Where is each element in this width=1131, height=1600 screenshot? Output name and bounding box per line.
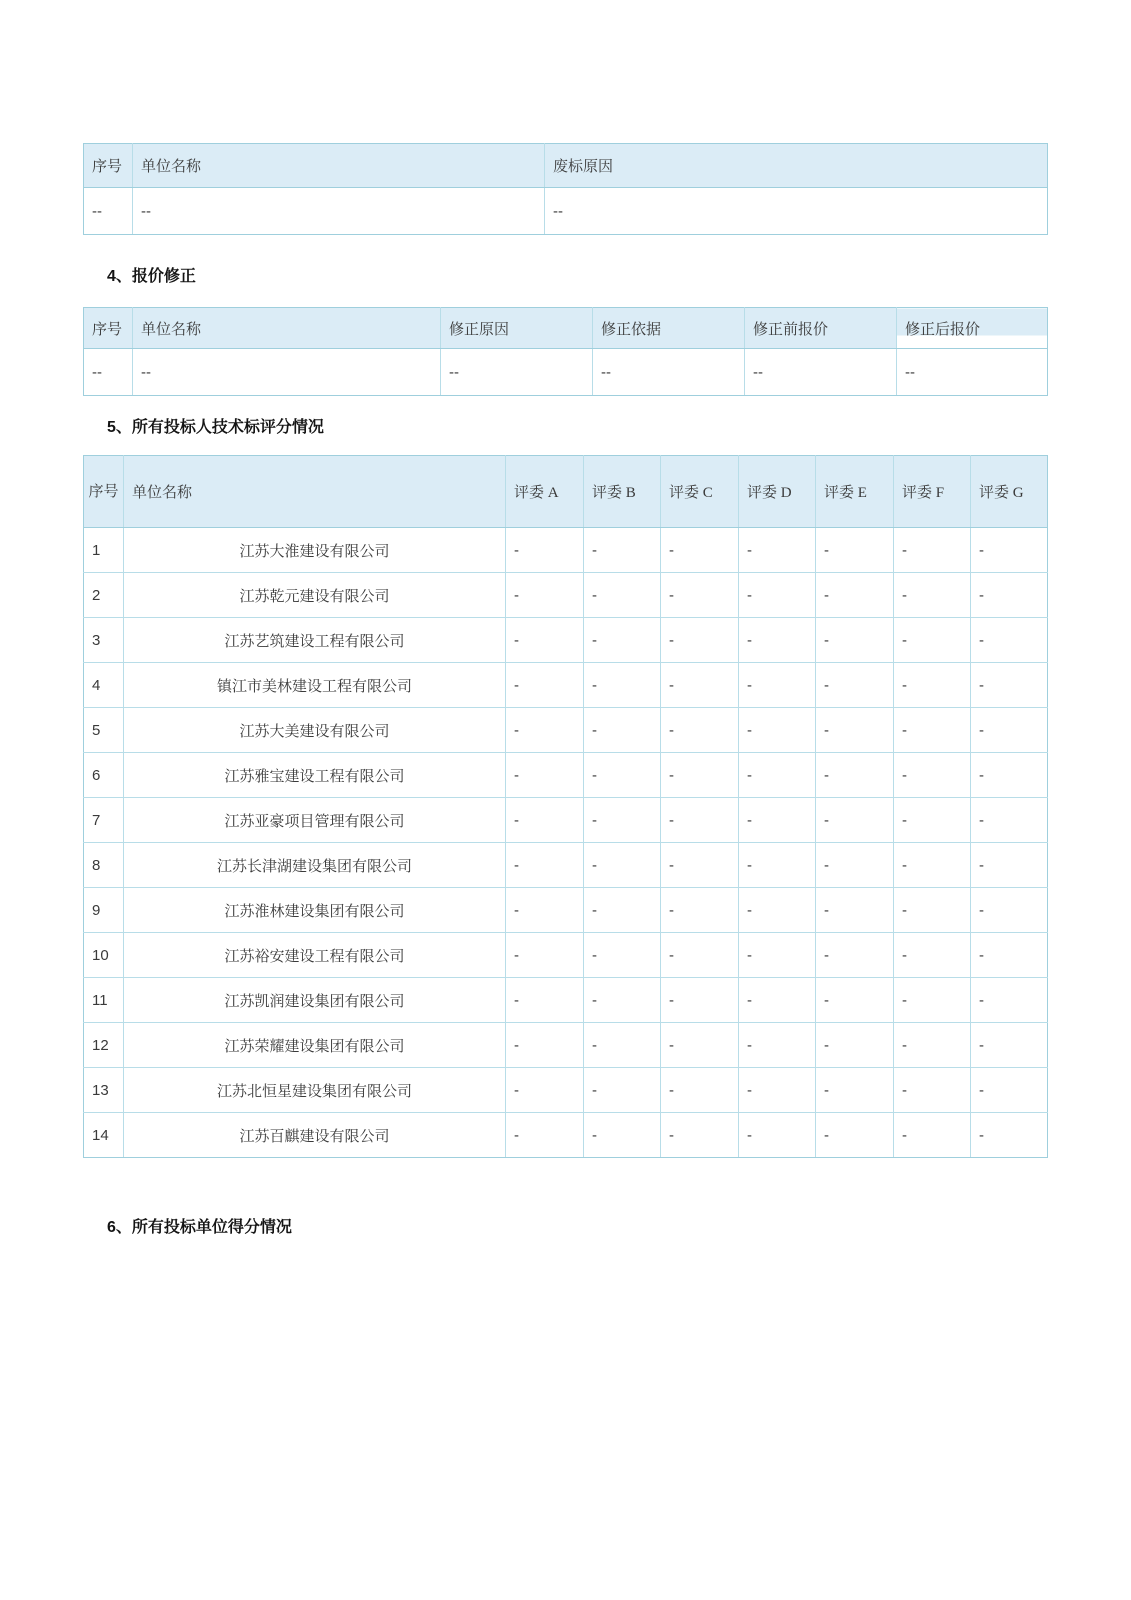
column-header-judge-a: 评委 A xyxy=(506,456,584,528)
score-cell-d: - xyxy=(739,1068,816,1113)
score-cell-f: - xyxy=(894,663,971,708)
score-cell-g: - xyxy=(971,1068,1048,1113)
score-cell-a: - xyxy=(506,798,584,843)
score-cell-e: - xyxy=(816,843,894,888)
price-before-cell: -- xyxy=(745,349,897,396)
row-index: 11 xyxy=(84,978,124,1023)
score-cell-d: - xyxy=(739,573,816,618)
score-cell-b: - xyxy=(584,843,661,888)
score-cell-c: - xyxy=(661,933,739,978)
table-row xyxy=(84,573,1048,618)
score-cell-f: - xyxy=(894,798,971,843)
seq-cell: -- xyxy=(84,188,133,235)
score-cell-d: - xyxy=(739,1023,816,1068)
column-header-judge-c: 评委 C xyxy=(661,456,739,528)
score-cell-a: - xyxy=(506,618,584,663)
score-cell-c: - xyxy=(661,978,739,1023)
price-correction-table xyxy=(83,307,1048,396)
score-cell-g: - xyxy=(971,978,1048,1023)
row-index: 3 xyxy=(84,618,124,663)
table-row xyxy=(84,933,1048,978)
column-header-correction-reason: 修正原因 xyxy=(441,308,593,349)
score-cell-f: - xyxy=(894,1023,971,1068)
score-cell-d: - xyxy=(739,978,816,1023)
score-cell-f: - xyxy=(894,1068,971,1113)
score-cell-b: - xyxy=(584,573,661,618)
reason-cell: -- xyxy=(545,188,1048,235)
row-index: 1 xyxy=(84,528,124,573)
row-index: 9 xyxy=(84,888,124,933)
row-index: 10 xyxy=(84,933,124,978)
score-cell-a: - xyxy=(506,888,584,933)
score-cell-a: - xyxy=(506,843,584,888)
score-cell-d: - xyxy=(739,663,816,708)
company-name: 镇江市美林建设工程有限公司 xyxy=(124,663,506,708)
score-cell-g: - xyxy=(971,528,1048,573)
score-cell-f: - xyxy=(894,1113,971,1158)
column-header-seq: 序号 xyxy=(84,308,133,349)
table-row xyxy=(84,753,1048,798)
score-cell-b: - xyxy=(584,888,661,933)
score-cell-g: - xyxy=(971,843,1048,888)
column-header-price-before: 修正前报价 xyxy=(745,308,897,349)
score-cell-b: - xyxy=(584,618,661,663)
technical-scores-table xyxy=(83,455,1048,1158)
score-cell-c: - xyxy=(661,843,739,888)
column-header-company: 单位名称 xyxy=(133,308,441,349)
score-cell-c: - xyxy=(661,573,739,618)
score-cell-e: - xyxy=(816,753,894,798)
score-cell-f: - xyxy=(894,753,971,798)
table-header-row xyxy=(84,308,1048,349)
score-cell-d: - xyxy=(739,888,816,933)
score-cell-g: - xyxy=(971,708,1048,753)
row-index: 5 xyxy=(84,708,124,753)
column-header-reject-reason: 废标原因 xyxy=(545,144,1048,188)
score-cell-a: - xyxy=(506,1023,584,1068)
table-row xyxy=(84,188,1048,235)
company-name: 江苏亚豪项目管理有限公司 xyxy=(124,798,506,843)
score-cell-g: - xyxy=(971,888,1048,933)
section-title-price-correction: 4、报价修正 xyxy=(107,268,196,285)
score-cell-b: - xyxy=(584,1068,661,1113)
row-index: 14 xyxy=(84,1113,124,1158)
row-index: 8 xyxy=(84,843,124,888)
score-cell-a: - xyxy=(506,573,584,618)
score-cell-e: - xyxy=(816,1068,894,1113)
table-header-row xyxy=(84,456,1048,528)
score-cell-g: - xyxy=(971,663,1048,708)
score-cell-e: - xyxy=(816,708,894,753)
company-name: 江苏北恒星建设集团有限公司 xyxy=(124,1068,506,1113)
score-cell-c: - xyxy=(661,663,739,708)
company-cell: -- xyxy=(133,188,545,235)
table-row xyxy=(84,978,1048,1023)
score-cell-d: - xyxy=(739,528,816,573)
score-cell-g: - xyxy=(971,1113,1048,1158)
score-cell-a: - xyxy=(506,1068,584,1113)
score-cell-g: - xyxy=(971,933,1048,978)
score-cell-d: - xyxy=(739,798,816,843)
score-cell-b: - xyxy=(584,1023,661,1068)
score-cell-c: - xyxy=(661,888,739,933)
company-name: 江苏雅宝建设工程有限公司 xyxy=(124,753,506,798)
company-name: 江苏大淮建设有限公司 xyxy=(124,528,506,573)
price-after-cell: -- xyxy=(897,349,1048,396)
score-cell-e: - xyxy=(816,573,894,618)
score-cell-b: - xyxy=(584,933,661,978)
score-cell-b: - xyxy=(584,753,661,798)
column-header-judge-d: 评委 D xyxy=(739,456,816,528)
score-cell-f: - xyxy=(894,618,971,663)
table-header-row xyxy=(84,144,1048,188)
company-name: 江苏荣耀建设集团有限公司 xyxy=(124,1023,506,1068)
score-cell-a: - xyxy=(506,1113,584,1158)
score-cell-b: - xyxy=(584,1113,661,1158)
table-row xyxy=(84,888,1048,933)
score-cell-c: - xyxy=(661,618,739,663)
score-cell-f: - xyxy=(894,933,971,978)
score-cell-c: - xyxy=(661,798,739,843)
score-cell-a: - xyxy=(506,753,584,798)
company-name: 江苏乾元建设有限公司 xyxy=(124,573,506,618)
score-cell-b: - xyxy=(584,708,661,753)
column-header-company: 单位名称 xyxy=(124,456,506,528)
score-cell-e: - xyxy=(816,978,894,1023)
row-index: 2 xyxy=(84,573,124,618)
table-row xyxy=(84,798,1048,843)
score-cell-a: - xyxy=(506,708,584,753)
score-cell-f: - xyxy=(894,888,971,933)
score-cell-g: - xyxy=(971,753,1048,798)
table-row xyxy=(84,349,1048,396)
score-cell-d: - xyxy=(739,1113,816,1158)
column-header-judge-f: 评委 F xyxy=(894,456,971,528)
score-cell-a: - xyxy=(506,978,584,1023)
row-index: 7 xyxy=(84,798,124,843)
score-cell-b: - xyxy=(584,528,661,573)
score-cell-e: - xyxy=(816,618,894,663)
score-cell-f: - xyxy=(894,843,971,888)
score-cell-d: - xyxy=(739,843,816,888)
column-header-price-after: 修正后报价 xyxy=(897,308,1048,349)
score-cell-e: - xyxy=(816,1113,894,1158)
score-cell-g: - xyxy=(971,798,1048,843)
company-name: 江苏淮林建设集团有限公司 xyxy=(124,888,506,933)
score-cell-e: - xyxy=(816,528,894,573)
row-index: 4 xyxy=(84,663,124,708)
score-cell-a: - xyxy=(506,528,584,573)
table-row xyxy=(84,708,1048,753)
score-cell-g: - xyxy=(971,573,1048,618)
column-header-judge-g: 评委 G xyxy=(971,456,1048,528)
company-name: 江苏凯润建设集团有限公司 xyxy=(124,978,506,1023)
score-cell-f: - xyxy=(894,528,971,573)
company-name: 江苏裕安建设工程有限公司 xyxy=(124,933,506,978)
score-cell-b: - xyxy=(584,663,661,708)
company-name: 江苏大美建设有限公司 xyxy=(124,708,506,753)
score-cell-e: - xyxy=(816,888,894,933)
row-index: 13 xyxy=(84,1068,124,1113)
seq-cell: -- xyxy=(84,349,133,396)
score-cell-b: - xyxy=(584,798,661,843)
score-cell-e: - xyxy=(816,933,894,978)
section-title-technical-scores: 5、所有投标人技术标评分情况 xyxy=(107,419,324,436)
row-index: 6 xyxy=(84,753,124,798)
reason-cell: -- xyxy=(441,349,593,396)
table-row xyxy=(84,843,1048,888)
column-header-judge-e: 评委 E xyxy=(816,456,894,528)
column-header-seq: 序号 xyxy=(84,456,124,528)
score-cell-f: - xyxy=(894,573,971,618)
score-cell-c: - xyxy=(661,1068,739,1113)
score-cell-d: - xyxy=(739,753,816,798)
row-index: 12 xyxy=(84,1023,124,1068)
score-cell-e: - xyxy=(816,798,894,843)
table-row xyxy=(84,1068,1048,1113)
score-cell-c: - xyxy=(661,708,739,753)
table-row xyxy=(84,1023,1048,1068)
company-name: 江苏艺筑建设工程有限公司 xyxy=(124,618,506,663)
score-cell-c: - xyxy=(661,528,739,573)
score-cell-d: - xyxy=(739,708,816,753)
score-cell-d: - xyxy=(739,618,816,663)
section-title-unit-scores: 6、所有投标单位得分情况 xyxy=(107,1219,292,1236)
score-cell-e: - xyxy=(816,663,894,708)
score-cell-f: - xyxy=(894,978,971,1023)
company-name: 江苏长津湖建设集团有限公司 xyxy=(124,843,506,888)
company-name: 江苏百麒建设有限公司 xyxy=(124,1113,506,1158)
column-header-correction-basis: 修正依据 xyxy=(593,308,745,349)
column-header-judge-b: 评委 B xyxy=(584,456,661,528)
score-cell-a: - xyxy=(506,663,584,708)
score-cell-c: - xyxy=(661,753,739,798)
basis-cell: -- xyxy=(593,349,745,396)
score-cell-e: - xyxy=(816,1023,894,1068)
rejected-bids-table xyxy=(83,143,1048,235)
table-row xyxy=(84,528,1048,573)
column-header-company: 单位名称 xyxy=(133,144,545,188)
score-cell-d: - xyxy=(739,933,816,978)
score-cell-c: - xyxy=(661,1113,739,1158)
score-cell-a: - xyxy=(506,933,584,978)
score-cell-c: - xyxy=(661,1023,739,1068)
score-cell-b: - xyxy=(584,978,661,1023)
table-row xyxy=(84,1113,1048,1158)
table-row xyxy=(84,663,1048,708)
score-cell-g: - xyxy=(971,618,1048,663)
score-cell-g: - xyxy=(971,1023,1048,1068)
company-cell: -- xyxy=(133,349,441,396)
score-cell-f: - xyxy=(894,708,971,753)
column-header-seq: 序号 xyxy=(84,144,133,188)
table-row xyxy=(84,618,1048,663)
